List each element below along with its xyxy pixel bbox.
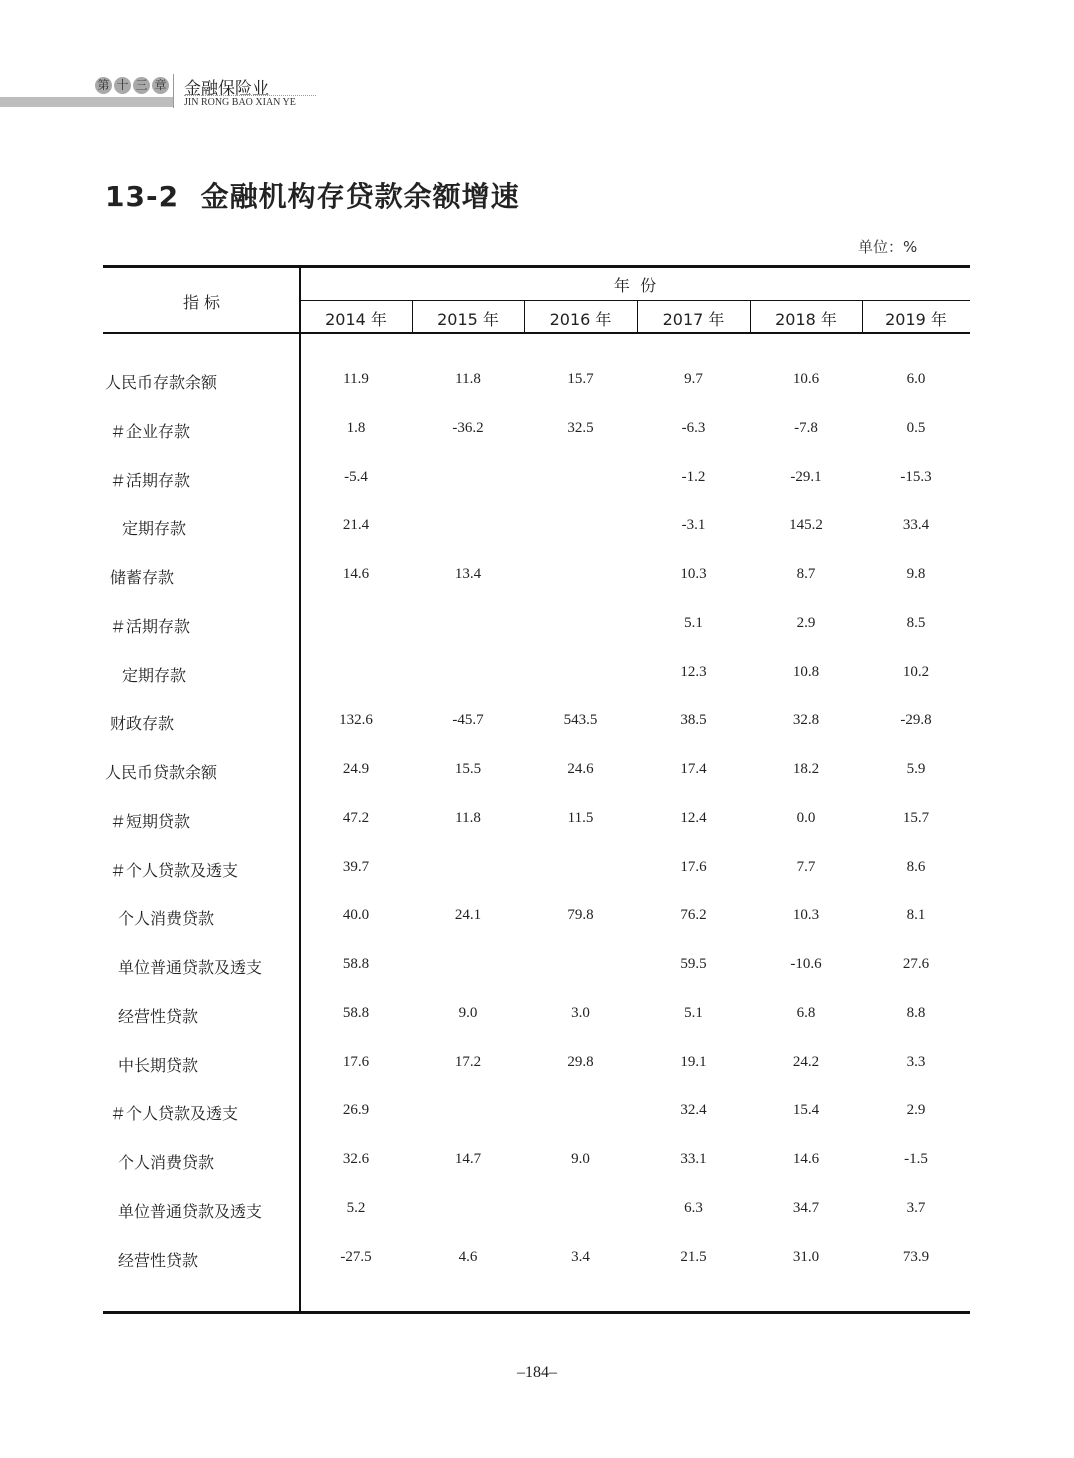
table-cell: 7.7 [796,858,816,875]
table-cell: 10.6 [792,371,820,387]
table-cell: 543.5 [563,712,598,729]
running-header-title: 金融保险业 [184,79,269,99]
table-cell: 11.5 [567,809,594,826]
table-cell: 58.8 [342,1004,370,1021]
row-label: 人民币贷款余额 [105,763,218,782]
table-cell: 5.2 [346,1199,366,1216]
header-bottom-rule [103,332,970,334]
table-cell: 1.8 [346,419,366,436]
table-cell: 32.8 [792,712,820,729]
row-label: ＃个人贷款及透支 [110,1104,239,1124]
table-cell: -6.3 [681,419,706,436]
table-cell: 6.0 [906,371,926,387]
table-cell: 40.0 [342,907,370,924]
table-cell: 39.7 [342,858,370,875]
table-cell: 10.3 [680,566,707,582]
year-group-header: 年 份 [613,276,657,295]
row-label: 人民币存款余额 [105,373,218,392]
table-cell: 9.7 [684,371,703,387]
table-cell: -29.1 [790,468,822,485]
column-header: 2017 年 [662,310,725,329]
table-cell: -15.3 [900,468,932,485]
table-cell: 17.6 [680,858,707,875]
row-label: 中长期贷款 [118,1055,199,1075]
indicator-header: 指 标 [182,293,221,312]
row-label: 定期存款 [122,665,187,685]
row-label: ＃个人贷款及透支 [110,860,239,880]
table-cell: 145.2 [789,517,823,534]
row-label: 个人消费贷款 [118,1153,215,1172]
row-label: 单位普通贷款及透支 [118,958,263,977]
table-cell: 6.8 [796,1004,816,1021]
table-cell: -3.1 [681,517,706,534]
table-cell: 8.1 [906,907,926,924]
table-cell: 132.6 [339,712,373,729]
table-cell: 5.1 [684,614,703,631]
table-cell: 17.6 [342,1053,370,1070]
chapter-chip: 十 [114,77,131,94]
table-cell: 14.7 [454,1151,482,1167]
chapter-chip: 三 [133,77,150,94]
table-cell: -45.7 [452,712,484,729]
header-separator [173,74,174,108]
table-cell: 2.9 [906,1102,926,1119]
row-label: 单位普通贷款及透支 [118,1201,263,1221]
table-cell: 5.1 [684,1004,703,1021]
table-cell: 76.2 [680,907,707,924]
table-cell: 15.7 [902,809,930,826]
table-cell: -1.2 [681,468,706,485]
table-cell: 26.9 [342,1102,370,1119]
table-cell: 10.3 [792,907,820,924]
table-cell: 47.2 [342,809,370,826]
table-cell: 17.2 [454,1053,482,1070]
table-cell: 15.4 [792,1102,820,1119]
table-cell: 32.4 [680,1102,707,1119]
table-cell: 38.5 [680,712,707,729]
row-label: 经营性贷款 [118,1006,199,1026]
table-cell: 24.1 [454,907,482,924]
table-cell: 4.6 [458,1248,478,1265]
table-cell: 11.8 [455,809,481,826]
row-label: 个人消费贷款 [118,909,215,929]
chapter-chip: 章 [152,77,169,94]
table-cell: 9.0 [458,1004,478,1021]
table-cell: 34.7 [792,1199,820,1216]
chapter-chip: 第 [95,77,112,94]
table-cell: 12.3 [680,663,707,680]
table-cell: -27.5 [340,1248,372,1265]
table-cell: 59.5 [680,956,707,972]
table-cell: 79.8 [567,907,594,924]
table-cell: -29.8 [900,712,932,729]
table-cell: 2.9 [796,614,816,631]
table-cell: -10.6 [790,956,822,972]
row-label: ＃短期贷款 [110,811,191,831]
table-cell: 8.5 [906,614,926,631]
table-cell: 9.8 [906,566,926,582]
unit-label: 单位：% [858,238,918,256]
table-cell: 9.0 [571,1151,590,1167]
table-cell: 0.0 [796,809,816,826]
column-header: 2018 年 [775,310,837,329]
table-cell: 15.5 [454,761,482,777]
row-label: 经营性贷款 [118,1250,199,1270]
table-cell: 10.2 [902,663,930,680]
table-cell: 19.1 [680,1053,707,1070]
table-cell: 29.8 [567,1053,594,1070]
table-cell: 5.9 [906,761,926,777]
table-cell: 10.8 [792,663,820,680]
page-number: –184– [517,1364,557,1381]
header-divider [184,95,316,96]
table-cell: 27.6 [902,956,930,972]
table-cell: 11.8 [455,371,481,387]
row-label: 储蓄存款 [110,568,175,587]
table-cell: 32.5 [567,419,594,436]
table-cell: 31.0 [792,1248,820,1265]
column-header: 2019 年 [885,310,947,329]
table-cell: 15.7 [567,371,594,387]
row-label: 财政存款 [110,714,175,734]
table-cell: 33.4 [902,517,930,534]
table-cell: 24.2 [792,1053,820,1070]
column-header: 2016 年 [549,310,612,329]
row-label: ＃企业存款 [110,421,191,441]
table-cell: 8.7 [796,566,816,582]
table-cell: 24.9 [342,761,370,777]
table-cell: -7.8 [794,419,818,436]
table-cell: 13.4 [454,566,482,582]
table-cell: 17.4 [680,761,707,777]
table-cell: 18.2 [792,761,820,777]
table-cell: 11.9 [343,371,369,387]
table-cell: -36.2 [452,419,484,436]
table-cell: 21.5 [680,1248,707,1265]
table-cell: 12.4 [680,809,707,826]
table-cell: 73.9 [902,1248,930,1265]
table-cell: 14.6 [792,1151,820,1167]
header-bar [0,97,173,107]
table-cell: 3.7 [906,1199,926,1216]
row-label: ＃活期存款 [110,616,191,636]
column-header: 2015 年 [437,310,499,329]
table-cell: 14.6 [342,566,370,582]
page-title: 13-2 金融机构存贷款余额增速 [105,180,520,213]
running-header-subtitle: JIN RONG BAO XIAN YE [184,97,296,108]
header-mid-rule [300,300,970,301]
table-bottom-rule [103,1311,970,1314]
table-cell: 21.4 [342,517,370,534]
table-cell: -5.4 [344,468,368,485]
table-cell: 3.0 [571,1004,590,1021]
table-top-rule [103,265,970,268]
table-cell: 33.1 [680,1151,707,1167]
table-cell: 6.3 [684,1199,703,1216]
column-header: 2014 年 [325,310,387,329]
table-cell: 8.8 [906,1004,926,1021]
row-label: 定期存款 [122,519,187,539]
table-cell: 24.6 [567,761,594,777]
table-cell: 8.6 [906,858,926,875]
table-cell: 32.6 [342,1151,370,1167]
table-cell: 3.3 [906,1053,926,1070]
table-cell: 3.4 [571,1248,590,1265]
table-cell: 58.8 [342,956,370,972]
table-cell: 0.5 [906,419,926,436]
table-cell: -1.5 [904,1151,928,1167]
row-label: ＃活期存款 [110,470,191,490]
